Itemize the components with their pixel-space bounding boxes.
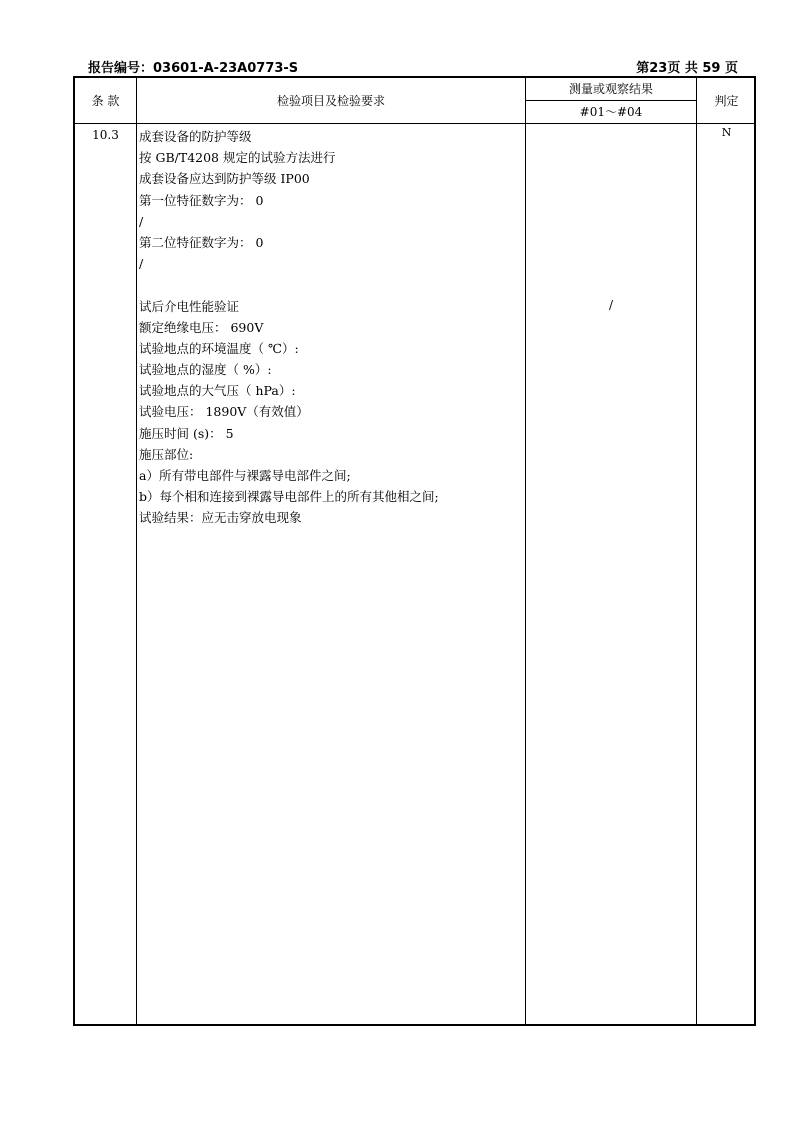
requirement-line: 试验地点的大气压（ hPa）:	[139, 383, 296, 399]
requirement-line: 试验结果：应无击穿放电现象	[139, 510, 302, 526]
clause-number: 10.3	[92, 128, 119, 142]
column-divider	[525, 78, 526, 1024]
item-header: 检验项目及检验要求	[276, 94, 385, 108]
inspection-table	[73, 76, 756, 1026]
requirement-line: 试验地点的环境温度（ ℃）:	[139, 340, 299, 356]
requirement-line: 成套设备的防护等级	[139, 129, 252, 144]
column-divider	[136, 78, 137, 1024]
page-info: 第23页 共 59 页	[636, 61, 738, 76]
report-number: 报告编号：03601-A-23A0773-S	[88, 61, 299, 76]
requirement-line: 按 GB/T4208 规定的试验方法进行	[139, 150, 336, 166]
judge-header: 判定	[714, 94, 739, 108]
column-divider	[696, 78, 697, 1024]
requirement-line: 试后介电性能验证	[139, 298, 240, 314]
requirement-line: 试验地点的湿度（ %）:	[139, 362, 272, 378]
requirement-lines	[139, 126, 439, 529]
judge-value: N	[721, 126, 732, 139]
result-value: /	[608, 298, 614, 312]
requirement-line: 额定绝缘电压： 690V	[139, 319, 264, 335]
requirement-line: 第二位特征数字为： 0	[139, 234, 264, 250]
requirement-line: a）所有带电部件与裸露导电部件之间;	[139, 468, 351, 483]
requirement-line	[139, 274, 439, 295]
requirement-line: b）每个相和连接到裸露导电部件上的所有其他相之间;	[139, 489, 439, 505]
result-header: 测量或观察结果	[568, 82, 653, 96]
requirement-line: /	[139, 256, 144, 272]
requirement-line: 成套设备应达到防护等级 IP00	[139, 171, 310, 187]
requirement-line: 施压部位:	[139, 446, 194, 462]
header-bottom-divider	[75, 123, 754, 124]
clause-header: 条 款	[91, 94, 120, 108]
requirement-line: 施压时间 (s)： 5	[139, 425, 234, 441]
requirement-line: 试验电压： 1890V（有效值）	[139, 404, 309, 420]
requirement-line: 第一位特征数字为： 0	[139, 192, 264, 208]
samples-header: #01～#04	[579, 105, 643, 119]
requirement-line: /	[139, 213, 144, 229]
result-subheader-divider	[525, 100, 696, 101]
